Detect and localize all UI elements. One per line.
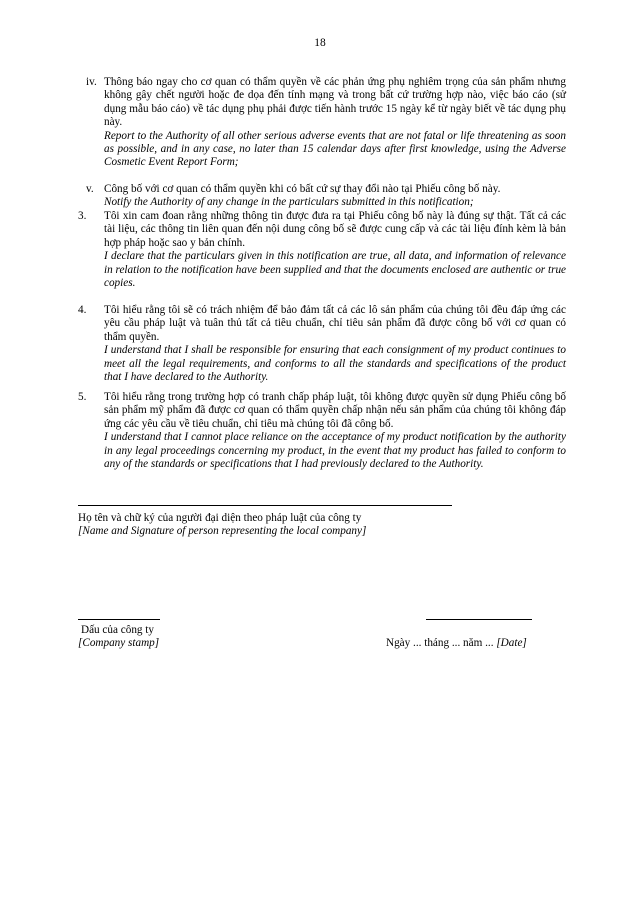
clause-5 <box>78 391 566 471</box>
clause-text-en: I understand that I cannot place reliance on the acceptance of my product notification by the authority in any legal proceedings concerning my product, in the event that my product has failed to conform to any of the standards or specifications that I had previously declared to the Authority. <box>104 431 566 471</box>
signature-label-en: [Name and Signature of person representing the local company] <box>78 525 367 537</box>
clause-3 <box>78 210 566 290</box>
clause-label: 3. <box>78 210 87 222</box>
clause-label: iv. <box>86 76 97 88</box>
signature-label-vi: Họ tên và chữ ký của người đại diện theo pháp luật của công ty <box>78 512 362 524</box>
clause-text-vi: Tôi hiểu rằng tôi sẽ có trách nhiệm để bảo đảm tất cả các lô sản phẩm của chúng tôi đều đáp ứng các yêu cầu pháp luật và tuân thủ tất cả tiêu chuẩn, chỉ tiêu sản phẩm đã được công bố với cơ quan có thẩm quyền. <box>104 304 566 343</box>
clause-label: 5. <box>78 391 87 403</box>
clause-text-vi: Tôi hiểu rằng trong trường hợp có tranh chấp pháp luật, tôi không được quyền sử dụng Phiếu công bố sản phẩm mỹ phẩm đã được cơ quan có thẩm quyền chấp nhận nếu sản phẩm của chúng tôi không đáp ứng các yêu cầu về tiêu chuẩn, chỉ tiêu mà chúng tôi đã công bố. <box>104 391 566 430</box>
signature-separator <box>78 505 452 506</box>
date-field <box>386 637 527 650</box>
stamp-line <box>78 619 160 620</box>
date-label-vi: Ngày ... tháng ... năm ... <box>386 637 494 649</box>
clause-label: v. <box>86 183 94 195</box>
clause-text-vi: Thông báo ngay cho cơ quan có thẩm quyền về các phản ứng phụ nghiêm trọng của sản phẩm nhưng không gây chết người hoặc đe dọa đến tính mạng và trong bất cứ trường hợp nào, việc báo cáo (sử dụng mẫu báo cáo) về tác dụng phụ phải được tiến hành trước 15 ngày kể từ ngày biết về tác dụng phụ này. <box>104 76 566 129</box>
clause-iv <box>78 76 566 170</box>
clause-text-en: Report to the Authority of all other serious adverse events that are not fatal or life threatening as soon as possible, and in any case, no later than 15 calendar days after first knowledge, using the Adverse Cosmetic Event Report Form; <box>104 129 566 169</box>
clause-text-en: Notify the Authority of any change in the particulars submitted in this notification; <box>104 196 474 209</box>
clause-label: 4. <box>78 304 87 316</box>
clause-v <box>78 183 566 210</box>
page-number: 18 <box>314 37 326 49</box>
clause-text-vi: Tôi xin cam đoan rằng những thông tin được đưa ra tại Phiếu công bố này là đúng sự thật. Tất cả các tài liệu, các thông tin liên quan đến nội dung công bố sẽ được cung cấp và các tài liệu đính kèm là bản hợp pháp hoặc sao y bản chính. <box>104 210 566 249</box>
clause-text-en: I understand that I shall be responsible for ensuring that each consignment of my product continues to meet all the legal requirements, and conforms to all the standards and specifications of the product that I have declared to the Authority. <box>104 344 566 384</box>
clause-text-en: I declare that the particulars given in this notification are true, all data, and information of relevance in relation to the notification have been supplied and that the documents enclosed are authentic or true copies. <box>104 250 566 290</box>
stamp-label-vi: Dấu của công ty <box>81 624 155 636</box>
date-label-en: [Date] <box>496 637 527 649</box>
stamp-label-en: [Company stamp] <box>78 637 160 649</box>
clause-text-vi: Công bố với cơ quan có thẩm quyền khi có bất cứ sự thay đổi nào tại Phiếu công bố này. <box>104 183 501 195</box>
clause-4 <box>78 304 566 384</box>
date-line <box>426 619 532 620</box>
